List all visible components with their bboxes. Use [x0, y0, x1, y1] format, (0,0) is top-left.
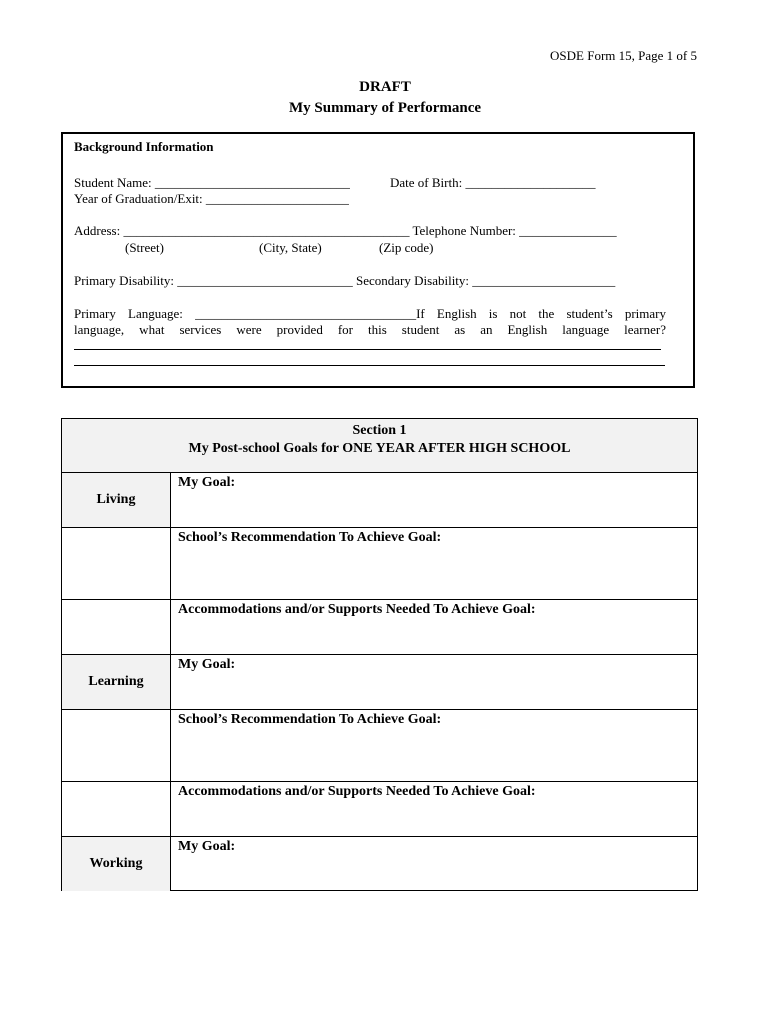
learning-recommendation-label: School’s Recommendation To Achieve Goal: [178, 712, 442, 727]
living-goal-cell[interactable] [170, 473, 697, 528]
background-heading: Background Information [74, 139, 214, 154]
living-label-cell [62, 473, 170, 528]
ell-question: language, what services were provided for this student as an English language learner? [74, 322, 666, 337]
background-information-box [61, 132, 695, 388]
section-1-subtitle: My Post-school Goals for ONE YEAR AFTER HIGH SCHOOL [188, 441, 571, 456]
form-number: OSDE Form 15, Page 1 of 5 [550, 48, 697, 63]
learning-blank-cell-2 [62, 782, 170, 837]
zip-caption: (Zip code) [379, 240, 434, 255]
living-recommendation-label: School’s Recommendation To Achieve Goal: [178, 530, 442, 545]
living-blank-cell-1 [62, 528, 170, 600]
living-recommendation-cell[interactable] [170, 528, 697, 600]
draft-label: DRAFT [359, 79, 411, 95]
working-label: Working [89, 856, 143, 871]
living-accommodations-label: Accommodations and/or Supports Needed To Achieve Goal: [178, 602, 536, 617]
learning-recommendation-cell[interactable] [170, 710, 697, 782]
learning-accommodations-cell[interactable] [170, 782, 697, 837]
section-1-header [62, 419, 697, 473]
living-blank-cell-2 [62, 600, 170, 655]
working-goal-label: My Goal: [178, 839, 236, 854]
learning-goal-label: My Goal: [178, 657, 236, 672]
living-goal-label: My Goal: [178, 475, 236, 490]
primary-language-field[interactable]: Primary Language: __________________________________If English is not the student’s primary [74, 306, 666, 321]
living-label: Living [96, 492, 136, 507]
graduation-year-field[interactable]: Year of Graduation/Exit: ______________________ [74, 191, 349, 206]
document-title: My Summary of Performance [288, 100, 482, 116]
answer-line-1[interactable] [74, 349, 661, 350]
page-title [0, 77, 770, 119]
city-state-caption: (City, State) [259, 240, 322, 255]
working-goal-cell[interactable] [170, 837, 697, 891]
learning-goal-cell[interactable] [170, 655, 697, 710]
disability-field[interactable]: Primary Disability: ___________________________ Secondary Disability: ______________________ [74, 273, 616, 288]
learning-label-cell [62, 655, 170, 710]
section-1-table [61, 418, 698, 891]
address-phone-field[interactable]: Address: ____________________________________________ Telephone Number: _______________ [74, 223, 617, 238]
learning-label: Learning [88, 674, 144, 689]
learning-accommodations-label: Accommodations and/or Supports Needed To Achieve Goal: [178, 784, 536, 799]
learning-blank-cell-1 [62, 710, 170, 782]
section-1-title: Section 1 [352, 423, 407, 438]
answer-line-2[interactable] [74, 365, 665, 366]
street-caption: (Street) [125, 240, 164, 255]
living-accommodations-cell[interactable] [170, 600, 697, 655]
working-label-cell [62, 837, 170, 891]
date-of-birth-field[interactable]: Date of Birth: ____________________ [390, 175, 596, 190]
student-name-field[interactable]: Student Name: ______________________________ [74, 175, 350, 190]
